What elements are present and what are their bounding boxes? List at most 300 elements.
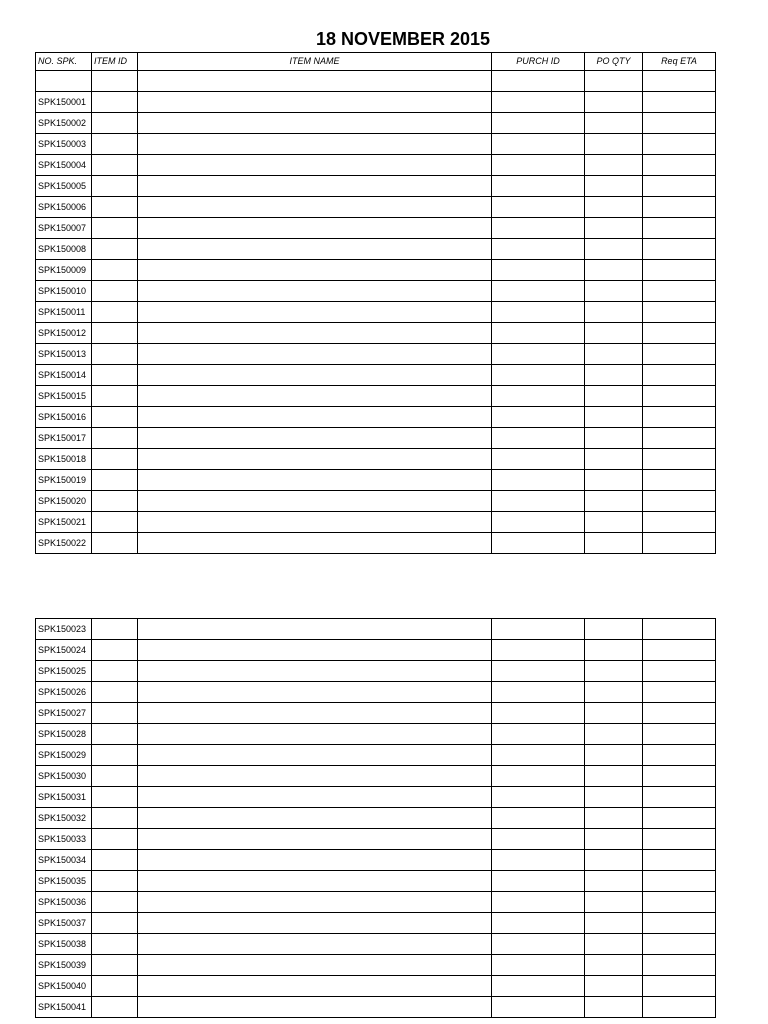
cell-item-id [92,323,138,344]
cell-purch-id [492,892,585,913]
cell-item-name [138,829,492,850]
cell-no-spk: SPK150007 [36,218,92,239]
cell-purch-id [492,640,585,661]
cell-no-spk: SPK150002 [36,113,92,134]
cell-item-name [138,155,492,176]
cell-no-spk: SPK150011 [36,302,92,323]
cell-po-qty [585,260,643,281]
table-row [36,239,716,260]
cell-item-name [138,470,492,491]
table-row [36,808,716,829]
cell-item-id [92,829,138,850]
cell-purch-id [492,281,585,302]
cell-no-spk: SPK150017 [36,428,92,449]
cell-item-id [92,640,138,661]
cell-po-qty [585,997,643,1018]
cell-req-eta [643,71,716,92]
cell-purch-id [492,113,585,134]
header-no-spk: NO. SPK. [36,53,92,71]
cell-po-qty [585,71,643,92]
cell-req-eta [643,955,716,976]
cell-item-name [138,113,492,134]
cell-item-id [92,470,138,491]
cell-item-id [92,808,138,829]
cell-item-name [138,239,492,260]
cell-item-id [92,766,138,787]
cell-purch-id [492,850,585,871]
cell-req-eta [643,113,716,134]
table-row [36,871,716,892]
header-row [36,53,716,71]
cell-item-name [138,724,492,745]
cell-po-qty [585,92,643,113]
cell-po-qty [585,787,643,808]
cell-req-eta [643,871,716,892]
cell-no-spk: SPK150024 [36,640,92,661]
cell-item-name [138,176,492,197]
cell-item-name [138,218,492,239]
cell-item-name [138,365,492,386]
cell-purch-id [492,997,585,1018]
cell-req-eta [643,913,716,934]
table-row [36,533,716,554]
table-row [36,218,716,239]
cell-purch-id [492,934,585,955]
table-row [36,661,716,682]
cell-item-name [138,428,492,449]
cell-item-name [138,260,492,281]
table-row [36,934,716,955]
cell-no-spk: SPK150006 [36,197,92,218]
cell-no-spk: SPK150010 [36,281,92,302]
cell-req-eta [643,449,716,470]
cell-req-eta [643,682,716,703]
cell-item-id [92,955,138,976]
cell-item-name [138,808,492,829]
table-row [36,386,716,407]
cell-req-eta [643,302,716,323]
header-req-eta: Req ETA [643,53,716,71]
document-title: 18 NOVEMBER 2015 [315,29,491,49]
cell-req-eta [643,365,716,386]
cell-item-id [92,71,138,92]
cell-item-id [92,260,138,281]
cell-item-name [138,619,492,640]
cell-no-spk: SPK150005 [36,176,92,197]
table-row [36,512,716,533]
cell-item-id [92,302,138,323]
cell-no-spk: SPK150023 [36,619,92,640]
table-row [36,449,716,470]
cell-item-name [138,682,492,703]
cell-no-spk [36,71,92,92]
cell-item-name [138,449,492,470]
cell-po-qty [585,512,643,533]
cell-item-name [138,407,492,428]
cell-po-qty [585,533,643,554]
cell-purch-id [492,176,585,197]
cell-purch-id [492,491,585,512]
cell-req-eta [643,619,716,640]
cell-item-id [92,619,138,640]
cell-item-name [138,344,492,365]
cell-item-id [92,155,138,176]
cell-item-name [138,386,492,407]
cell-item-id [92,934,138,955]
cell-item-name [138,533,492,554]
cell-po-qty [585,829,643,850]
cell-no-spk: SPK150027 [36,703,92,724]
cell-no-spk: SPK150033 [36,829,92,850]
cell-item-id [92,176,138,197]
table-body-bottom [36,619,716,1018]
cell-item-name [138,934,492,955]
cell-purch-id [492,871,585,892]
cell-item-id [92,449,138,470]
cell-no-spk: SPK150035 [36,871,92,892]
cell-req-eta [643,808,716,829]
table-row [36,955,716,976]
cell-purch-id [492,976,585,997]
cell-item-name [138,955,492,976]
cell-item-name [138,92,492,113]
cell-item-id [92,892,138,913]
cell-req-eta [643,155,716,176]
cell-purch-id [492,239,585,260]
table-row [36,470,716,491]
cell-purch-id [492,218,585,239]
cell-item-id [92,871,138,892]
cell-po-qty [585,386,643,407]
table-row [36,344,716,365]
cell-req-eta [643,512,716,533]
cell-purch-id [492,661,585,682]
cell-item-name [138,703,492,724]
table-body-top [36,71,716,554]
cell-po-qty [585,365,643,386]
table-row [36,365,716,386]
cell-req-eta [643,766,716,787]
cell-purch-id [492,787,585,808]
cell-item-id [92,218,138,239]
cell-req-eta [643,934,716,955]
table-row [36,176,716,197]
cell-req-eta [643,260,716,281]
cell-req-eta [643,407,716,428]
cell-po-qty [585,281,643,302]
cell-req-eta [643,892,716,913]
cell-item-name [138,323,492,344]
cell-item-id [92,913,138,934]
cell-item-name [138,850,492,871]
cell-item-name [138,640,492,661]
spk-table-top [35,52,716,554]
cell-no-spk: SPK150038 [36,934,92,955]
cell-item-id [92,533,138,554]
cell-po-qty [585,682,643,703]
cell-req-eta [643,976,716,997]
cell-item-id [92,724,138,745]
cell-purch-id [492,197,585,218]
cell-item-id [92,703,138,724]
cell-po-qty [585,323,643,344]
cell-po-qty [585,661,643,682]
cell-purch-id [492,134,585,155]
cell-no-spk: SPK150004 [36,155,92,176]
cell-purch-id [492,449,585,470]
cell-purch-id [492,386,585,407]
cell-item-id [92,134,138,155]
cell-po-qty [585,197,643,218]
cell-req-eta [643,218,716,239]
cell-req-eta [643,176,716,197]
cell-purch-id [492,344,585,365]
cell-req-eta [643,829,716,850]
header-item-name: ITEM NAME [138,53,492,71]
cell-req-eta [643,323,716,344]
cell-po-qty [585,134,643,155]
cell-item-name [138,913,492,934]
cell-po-qty [585,176,643,197]
cell-purch-id [492,512,585,533]
cell-req-eta [643,386,716,407]
cell-no-spk: SPK150012 [36,323,92,344]
cell-item-id [92,407,138,428]
cell-item-id [92,92,138,113]
cell-purch-id [492,260,585,281]
cell-no-spk: SPK150031 [36,787,92,808]
cell-purch-id [492,365,585,386]
cell-po-qty [585,745,643,766]
cell-req-eta [643,661,716,682]
cell-po-qty [585,155,643,176]
cell-item-id [92,281,138,302]
table-row [36,302,716,323]
cell-item-id [92,661,138,682]
cell-po-qty [585,449,643,470]
cell-po-qty [585,703,643,724]
table-row [36,997,716,1018]
cell-no-spk: SPK150014 [36,365,92,386]
cell-req-eta [643,724,716,745]
cell-req-eta [643,92,716,113]
cell-no-spk: SPK150025 [36,661,92,682]
cell-no-spk: SPK150018 [36,449,92,470]
cell-no-spk: SPK150029 [36,745,92,766]
cell-purch-id [492,155,585,176]
cell-po-qty [585,239,643,260]
cell-req-eta [643,640,716,661]
cell-purch-id [492,533,585,554]
cell-no-spk: SPK150026 [36,682,92,703]
table-row [36,113,716,134]
cell-po-qty [585,913,643,934]
table-row [36,703,716,724]
table-row [36,829,716,850]
table-row [36,787,716,808]
cell-purch-id [492,913,585,934]
table-row [36,491,716,512]
cell-no-spk: SPK150034 [36,850,92,871]
table-row [36,428,716,449]
table-row [36,913,716,934]
cell-purch-id [492,955,585,976]
cell-no-spk: SPK150009 [36,260,92,281]
cell-item-name [138,661,492,682]
cell-no-spk: SPK150013 [36,344,92,365]
cell-po-qty [585,934,643,955]
cell-item-name [138,976,492,997]
cell-item-name [138,871,492,892]
cell-no-spk: SPK150032 [36,808,92,829]
table-row [36,197,716,218]
cell-no-spk: SPK150021 [36,512,92,533]
cell-no-spk: SPK150001 [36,92,92,113]
cell-no-spk: SPK150039 [36,955,92,976]
table-row [36,850,716,871]
table-row [36,71,716,92]
cell-purch-id [492,323,585,344]
table-row [36,640,716,661]
cell-item-name [138,491,492,512]
table-row [36,260,716,281]
cell-item-name [138,892,492,913]
cell-req-eta [643,134,716,155]
cell-item-id [92,976,138,997]
cell-po-qty [585,113,643,134]
cell-item-id [92,682,138,703]
cell-item-id [92,365,138,386]
cell-item-name [138,134,492,155]
cell-po-qty [585,344,643,365]
table-row [36,682,716,703]
cell-po-qty [585,892,643,913]
cell-no-spk: SPK150003 [36,134,92,155]
cell-po-qty [585,407,643,428]
cell-req-eta [643,470,716,491]
cell-po-qty [585,470,643,491]
cell-purch-id [492,71,585,92]
cell-purch-id [492,808,585,829]
cell-req-eta [643,428,716,449]
cell-po-qty [585,640,643,661]
cell-purch-id [492,470,585,491]
cell-no-spk: SPK150020 [36,491,92,512]
cell-po-qty [585,724,643,745]
cell-item-id [92,344,138,365]
header-purch-id: PURCH ID [492,53,585,71]
cell-po-qty [585,871,643,892]
cell-purch-id [492,703,585,724]
cell-no-spk: SPK150028 [36,724,92,745]
table-row [36,281,716,302]
cell-no-spk: SPK150040 [36,976,92,997]
cell-item-id [92,113,138,134]
table-row [36,745,716,766]
cell-item-id [92,491,138,512]
header-item-id: ITEM ID [92,53,138,71]
table-row [36,155,716,176]
cell-req-eta [643,997,716,1018]
cell-item-name [138,281,492,302]
cell-po-qty [585,491,643,512]
cell-req-eta [643,281,716,302]
cell-purch-id [492,92,585,113]
cell-purch-id [492,745,585,766]
table-row [36,619,716,640]
cell-purch-id [492,829,585,850]
cell-req-eta [643,745,716,766]
cell-item-name [138,197,492,218]
cell-req-eta [643,344,716,365]
cell-req-eta [643,850,716,871]
cell-purch-id [492,428,585,449]
table-row [36,766,716,787]
cell-item-id [92,787,138,808]
cell-no-spk: SPK150036 [36,892,92,913]
cell-po-qty [585,619,643,640]
cell-item-id [92,745,138,766]
cell-po-qty [585,808,643,829]
cell-purch-id [492,766,585,787]
header-po-qty: PO QTY [585,53,643,71]
cell-purch-id [492,302,585,323]
cell-item-id [92,428,138,449]
spk-table-bottom [35,618,716,1018]
cell-po-qty [585,218,643,239]
cell-item-name [138,302,492,323]
cell-po-qty [585,850,643,871]
cell-purch-id [492,407,585,428]
cell-item-name [138,787,492,808]
cell-req-eta [643,239,716,260]
cell-no-spk: SPK150030 [36,766,92,787]
cell-po-qty [585,955,643,976]
cell-item-id [92,239,138,260]
cell-po-qty [585,428,643,449]
table-row [36,892,716,913]
cell-item-id [92,850,138,871]
cell-purch-id [492,724,585,745]
cell-item-id [92,997,138,1018]
table-row [36,92,716,113]
cell-no-spk: SPK150037 [36,913,92,934]
cell-no-spk: SPK150015 [36,386,92,407]
cell-item-name [138,71,492,92]
cell-item-name [138,766,492,787]
cell-item-id [92,512,138,533]
cell-purch-id [492,619,585,640]
cell-po-qty [585,766,643,787]
cell-po-qty [585,976,643,997]
cell-item-id [92,386,138,407]
cell-item-id [92,197,138,218]
cell-item-name [138,745,492,766]
cell-req-eta [643,491,716,512]
cell-item-name [138,997,492,1018]
cell-req-eta [643,703,716,724]
table-row [36,323,716,344]
cell-no-spk: SPK150019 [36,470,92,491]
cell-no-spk: SPK150041 [36,997,92,1018]
cell-no-spk: SPK150022 [36,533,92,554]
cell-req-eta [643,787,716,808]
table-row [36,724,716,745]
cell-req-eta [643,197,716,218]
table-row [36,976,716,997]
cell-po-qty [585,302,643,323]
cell-no-spk: SPK150008 [36,239,92,260]
